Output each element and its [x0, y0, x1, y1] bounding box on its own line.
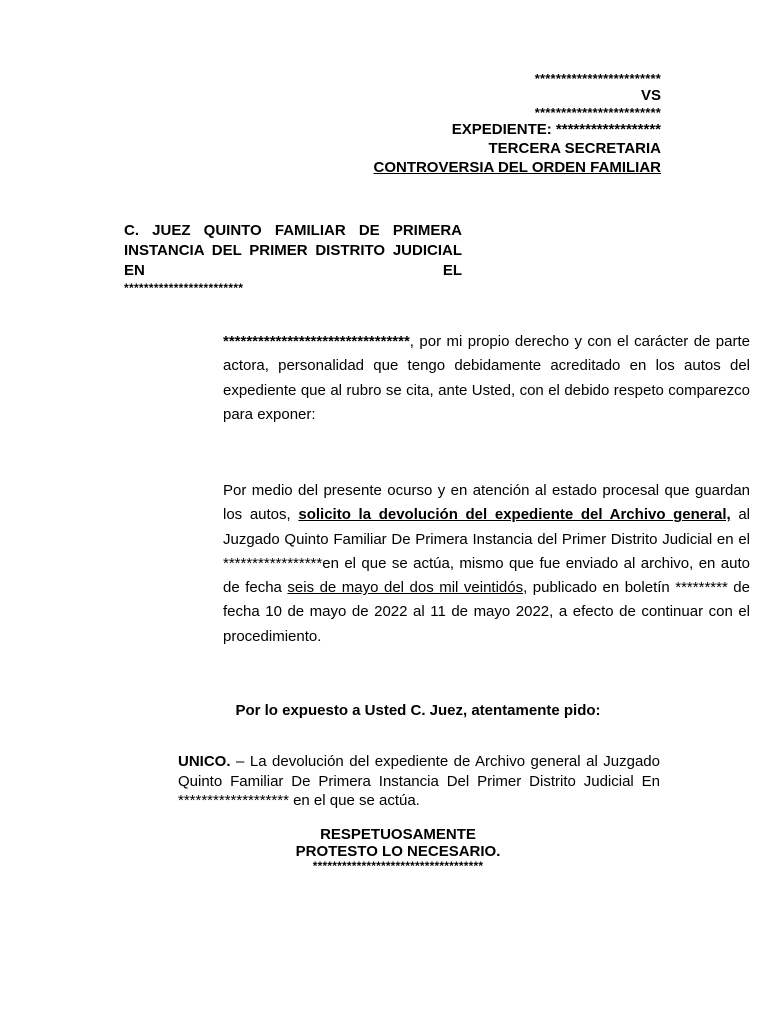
- intro-text: , por mi propio derecho y con el carácter de parte actora, personalidad que tengo debidamente acreditado en los autos del expediente que al rubro se cita, ante Usted, con el debido respeto comparezco para exponer:: [223, 333, 750, 423]
- unico-text: – La devolución del expediente de Archivo general al Juzgado Quinto Familiar De Primera Instancia Del Primer Distrito Judicial En ******************* en el que se actúa.: [178, 753, 660, 809]
- controversia-line: CONTROVERSIA DEL ORDEN FAMILIAR: [373, 159, 661, 176]
- petitioner-name-redacted: ********************************: [223, 333, 410, 350]
- closing-block: [268, 826, 528, 872]
- body-text-1: Por medio del presente ocurso y en atención al estado procesal que guardan los autos,: [223, 482, 750, 524]
- body-request-emphasis: solicito la devolución del expediente del Archivo general,: [298, 506, 731, 524]
- party2-redacted: ************************: [534, 105, 661, 120]
- unico-label: UNICO.: [178, 753, 231, 770]
- body-paragraph: [133, 479, 750, 649]
- intro-paragraph: [133, 330, 750, 427]
- closing-respectfully: RESPETUOSAMENTE: [320, 826, 476, 843]
- addressee-block: [124, 221, 462, 295]
- body-text-5: , publicado en boletín ********* de fecha 10 de mayo de 2022 al 11 de mayo 2022, a efecto de continuar con el procedimiento.: [223, 579, 750, 645]
- unico-paragraph: [178, 752, 660, 811]
- expediente-value: ******************: [555, 121, 661, 138]
- secretaria-line: TERCERA SECRETARIA: [488, 140, 661, 157]
- petition-line: Por lo expuesto a Usted C. Juez, atentamente pido:: [235, 702, 601, 719]
- party1-redacted: ************************: [534, 71, 661, 86]
- expediente-line: [373, 120, 661, 139]
- expediente-label: EXPEDIENTE:: [451, 121, 552, 138]
- versus-label: VS: [640, 87, 661, 104]
- body-date-underlined: seis de mayo del dos mil veintidós: [287, 579, 524, 597]
- addressee-text: C. JUEZ QUINTO FAMILIAR DE PRIMERA INSTANCIA DEL PRIMER DISTRITO JUDICIAL EN EL: [124, 222, 462, 279]
- body-text-3: al Juzgado Quinto Familiar De Primera Instancia del Primer Distrito Judicial en el *****************en el que se actúa, mismo que fue enviado al archivo, en auto de fecha: [223, 506, 751, 597]
- addressee-redacted: ************************: [124, 281, 244, 295]
- signature-redacted: ***********************************: [312, 859, 484, 873]
- case-header: [373, 72, 661, 177]
- closing-protesto: PROTESTO LO NECESARIO.: [295, 843, 501, 860]
